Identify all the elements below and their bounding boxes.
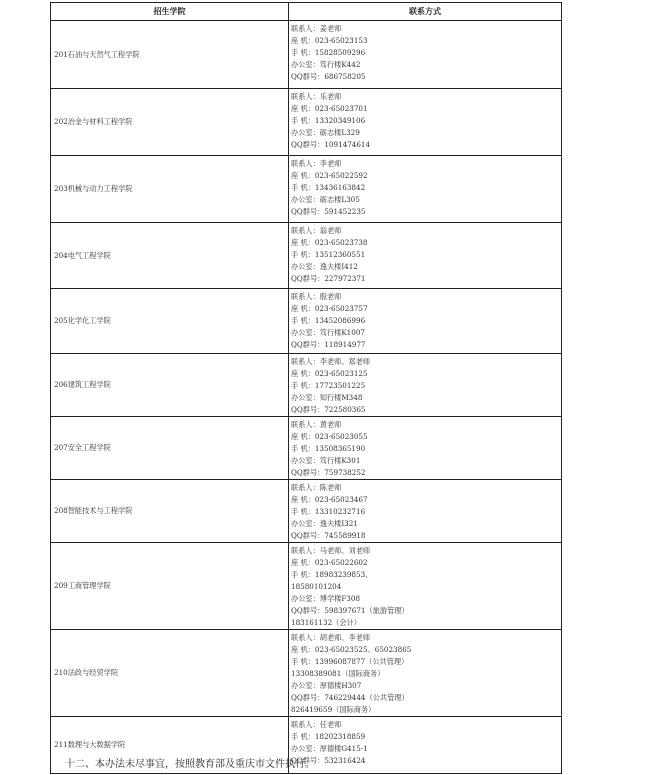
- contact-line: 手 机：13996087877（公共管理）: [291, 657, 409, 666]
- contact-line: 办公室：笃行楼K442: [291, 60, 361, 69]
- contact-line: 座 机：023-65022602: [291, 558, 368, 567]
- contact-line: 13308389081（国际商务）: [291, 669, 385, 678]
- table-row: [51, 630, 562, 717]
- contact-line: 手 机：13512360551: [291, 250, 366, 259]
- table-row: [51, 223, 562, 289]
- school-name: 208智能技术与工程学院: [51, 480, 289, 543]
- contact-info: [289, 156, 562, 223]
- table-row: [51, 417, 562, 480]
- contact-line: QQ群号：118914977: [291, 340, 366, 349]
- contact-line: 联系人：胡老师、李老师: [291, 633, 371, 642]
- contact-info: [289, 289, 562, 354]
- contact-line: 联系人：翁老师: [291, 226, 342, 235]
- contact-line: 座 机：023-65023467: [291, 495, 368, 504]
- table-header-row: [51, 3, 562, 21]
- contact-line: 办公室：厚德楼H307: [291, 681, 362, 690]
- contact-line: 联系人：姜老师: [291, 24, 342, 33]
- contact-line: 座 机：023-65023738: [291, 238, 368, 247]
- contact-line: 办公室：知行楼M348: [291, 393, 363, 402]
- contact-info: [289, 630, 562, 717]
- table-row: [51, 89, 562, 156]
- contact-line: 座 机：023-65023701: [291, 104, 368, 113]
- header-contact: 联系方式: [289, 3, 562, 21]
- contact-info: [289, 717, 562, 774]
- contact-line: QQ群号：722580365: [291, 405, 366, 414]
- school-name: 202冶金与材料工程学院: [51, 89, 289, 156]
- contact-line: 183161132（会计）: [291, 618, 361, 627]
- contact-line: QQ群号：746229444（公共管理）: [291, 693, 409, 702]
- school-name: 210法政与经贸学院: [51, 630, 289, 717]
- contact-line: 办公室：砺志楼L305: [291, 195, 360, 204]
- contact-line: 办公室：笃行楼K1007: [291, 328, 365, 337]
- contact-line: QQ群号：745589918: [291, 531, 366, 540]
- contact-line: 手 机：13310232716: [291, 507, 366, 516]
- contact-line: 座 机：023-65023757: [291, 304, 368, 313]
- contact-line: 联系人：李老师、郑老师: [291, 357, 371, 366]
- contact-info: [289, 543, 562, 630]
- school-name: 207安全工程学院: [51, 417, 289, 480]
- school-name: 204电气工程学院: [51, 223, 289, 289]
- contact-line: 办公室：逸夫楼I321: [291, 519, 358, 528]
- contact-line: 联系人：陈老师: [291, 483, 342, 492]
- school-name: 209工商管理学院: [51, 543, 289, 630]
- contact-info: [289, 21, 562, 89]
- contact-line: 18580101204: [291, 582, 342, 591]
- contact-line: 办公室：逸夫楼I412: [291, 262, 358, 271]
- contact-line: 手 机：13436163842: [291, 183, 366, 192]
- school-name: 206建筑工程学院: [51, 354, 289, 417]
- contact-info: [289, 223, 562, 289]
- contact-line: 联系人：乐老师: [291, 92, 342, 101]
- table-body: [51, 21, 562, 774]
- contact-line: 手 机：18202318859: [291, 732, 366, 741]
- header-school: 招生学院: [51, 3, 289, 21]
- contact-line: 座 机：023-65023153: [291, 36, 368, 45]
- contact-line: 手 机：13508365190: [291, 444, 366, 453]
- contact-line: QQ群号：759738252: [291, 468, 366, 477]
- contact-line: 手 机：17723501225: [291, 381, 366, 390]
- table-row: [51, 480, 562, 543]
- contact-line: 手 机：18983239853、: [291, 570, 373, 579]
- table-row: [51, 289, 562, 354]
- contact-line: 826419659（国际商务）: [291, 705, 376, 714]
- contact-line: 办公室：笃行楼K301: [291, 456, 361, 465]
- contact-line: 手 机：13452086996: [291, 316, 366, 325]
- contact-line: 座 机：023-65022592: [291, 171, 368, 180]
- contact-line: 办公室：厚德楼G415-1: [291, 744, 368, 753]
- contact-line: 办公室：博学楼F308: [291, 594, 361, 603]
- contact-line: 办公室：砺志楼L329: [291, 128, 360, 137]
- contact-line: 联系人：任老师: [291, 720, 342, 729]
- school-name: 205化学化工学院: [51, 289, 289, 354]
- footer-note: 十二、本办法未尽事宜，按照教育部及重庆市文件执行。: [65, 759, 315, 770]
- contact-line: 联系人：黄老师: [291, 420, 342, 429]
- contact-line: QQ群号：532316424: [291, 756, 366, 765]
- admissions-contact-table: [50, 2, 562, 774]
- contact-line: 座 机：023-65023125: [291, 369, 368, 378]
- contact-line: QQ群号：598397671（旅游管理）: [291, 606, 409, 615]
- contact-line: QQ群号：227972371: [291, 274, 366, 283]
- contact-line: 座 机：023-65023525、65023865: [291, 645, 412, 654]
- contact-line: QQ群号：591452235: [291, 207, 366, 216]
- contact-line: QQ群号：686758205: [291, 72, 366, 81]
- contact-line: QQ群号：1091474614: [291, 140, 371, 149]
- contact-line: 座 机：023-65023055: [291, 432, 368, 441]
- contact-line: 手 机：15828509296: [291, 48, 366, 57]
- contact-line: 联系人：马老师、刘老师: [291, 546, 371, 555]
- table-row: [51, 354, 562, 417]
- contact-info: [289, 417, 562, 480]
- contact-line: 联系人：殷老师: [291, 292, 342, 301]
- contact-info: [289, 354, 562, 417]
- school-name: 211数理与大数据学院: [51, 717, 289, 774]
- contact-line: 联系人：李老师: [291, 159, 342, 168]
- table-row: [51, 543, 562, 630]
- table-row: [51, 21, 562, 89]
- school-name: 201石油与天然气工程学院: [51, 21, 289, 89]
- contact-line: 手 机：13320349106: [291, 116, 366, 125]
- contact-info: [289, 89, 562, 156]
- table-row: [51, 156, 562, 223]
- school-name: 203机械与动力工程学院: [51, 156, 289, 223]
- contact-info: [289, 480, 562, 543]
